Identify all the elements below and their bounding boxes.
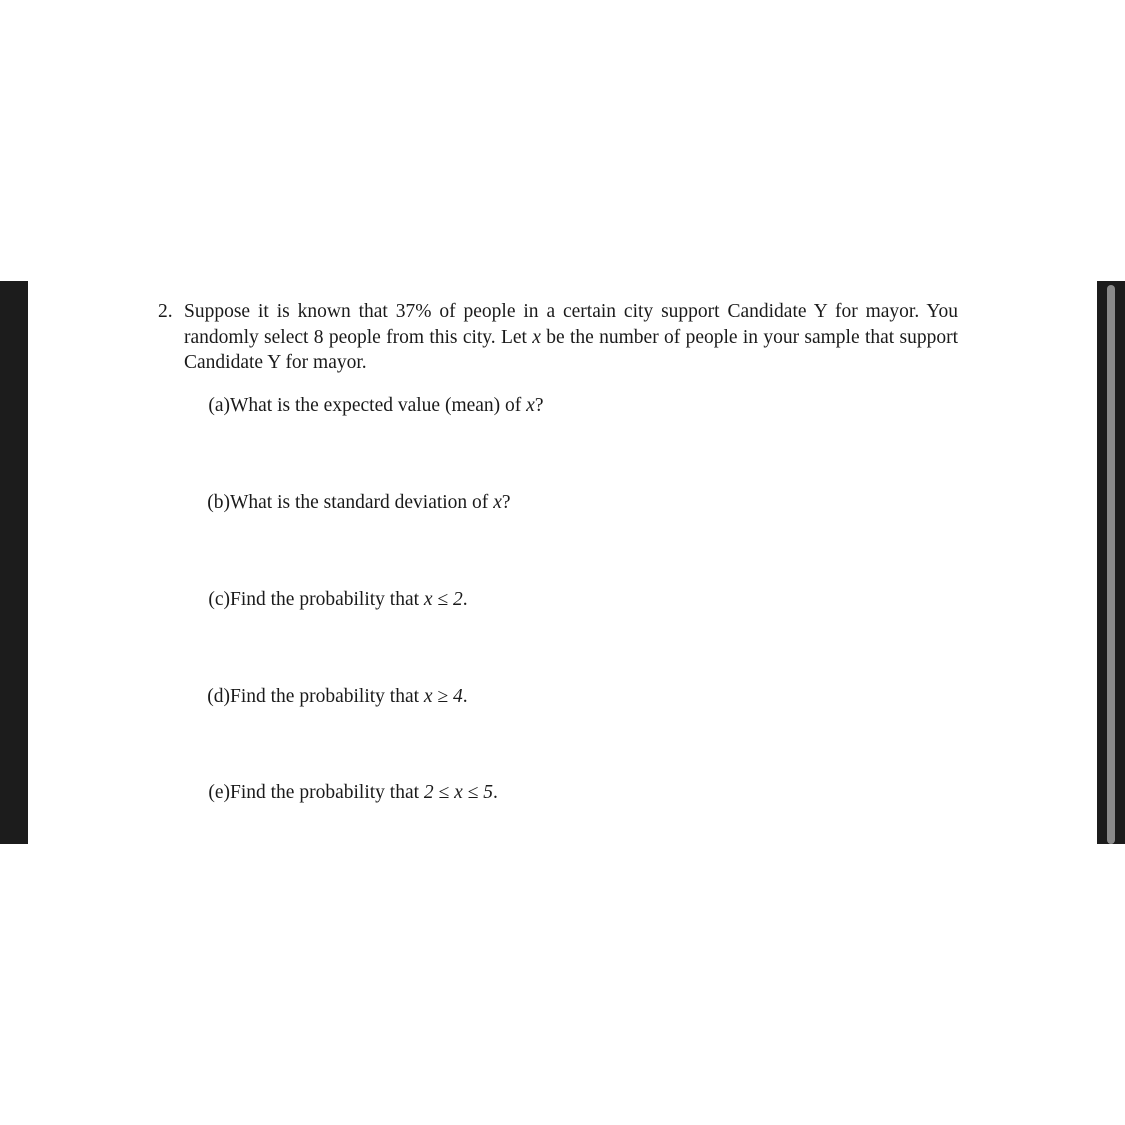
part-label: (b) xyxy=(207,492,230,513)
part-question: What is the expected value (mean) of x? xyxy=(230,395,544,416)
part-question: Find the probability that x ≤ 2. xyxy=(230,589,468,610)
part-label: (c) xyxy=(208,589,230,610)
part-c xyxy=(158,587,468,613)
problem-2 xyxy=(158,299,958,376)
stem-text-2: be the number of people in your sample that support Candidate Y for mayor. xyxy=(184,326,959,373)
part-a xyxy=(158,393,544,419)
part-question: What is the standard deviation of x? xyxy=(230,492,511,513)
part-label: (a) xyxy=(208,395,230,416)
part-label: (e) xyxy=(208,782,230,803)
part-e xyxy=(158,780,498,806)
problem-stem xyxy=(184,299,958,376)
problem-number: 2. xyxy=(158,301,173,322)
stem-variable: x xyxy=(532,326,541,348)
part-question: Find the probability that x ≥ 4. xyxy=(230,686,468,707)
part-question: Find the probability that 2 ≤ x ≤ 5. xyxy=(230,782,498,803)
stem-text-1: Suppose it is known that 37% of people in a certain city support Candidate Y for mayor. You randomly select 8 people from this city. Let xyxy=(184,301,958,348)
part-d xyxy=(158,684,468,710)
part-label: (d) xyxy=(207,686,230,707)
part-b xyxy=(158,490,511,516)
